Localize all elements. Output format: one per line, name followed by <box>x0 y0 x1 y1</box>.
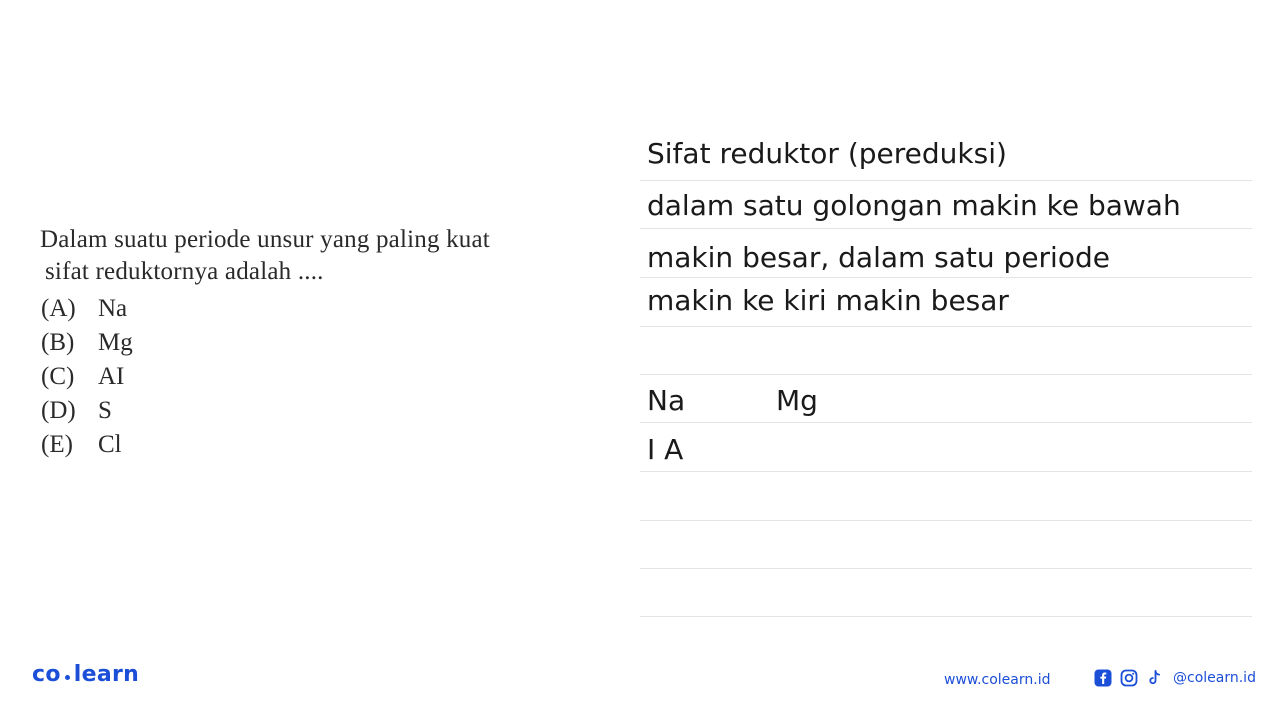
social-links <box>1093 668 1256 688</box>
note-element-mg: Mg <box>776 384 818 417</box>
ruled-line <box>640 326 1252 327</box>
option-b <box>41 326 600 360</box>
ruled-line <box>640 228 1252 229</box>
note-group-label: I A <box>647 433 684 466</box>
note-line-2: dalam satu golongan makin ke bawah <box>647 189 1181 222</box>
ruled-line <box>640 277 1252 278</box>
facebook-icon[interactable] <box>1093 668 1113 688</box>
note-line-4: makin ke kiri makin besar <box>647 284 1009 317</box>
note-element-na: Na <box>647 384 686 417</box>
ruled-line <box>640 374 1252 375</box>
option-a <box>41 292 600 326</box>
ruled-line <box>640 520 1252 521</box>
ruled-line <box>640 568 1252 569</box>
option-text: S <box>98 397 112 424</box>
option-c <box>41 360 600 394</box>
option-letter: (C) <box>41 363 75 390</box>
answer-options <box>40 292 600 462</box>
option-text: Mg <box>98 329 133 356</box>
instagram-icon[interactable] <box>1119 668 1139 688</box>
option-letter: (A) <box>41 295 76 322</box>
tiktok-icon[interactable] <box>1145 668 1165 688</box>
logo-text-co: co <box>32 662 61 687</box>
option-letter: (E) <box>41 431 73 458</box>
ruled-line <box>640 422 1252 423</box>
option-letter: (D) <box>41 397 76 424</box>
ruled-line <box>640 471 1252 472</box>
colearn-logo <box>32 662 139 687</box>
question-block <box>40 224 600 462</box>
option-e <box>41 428 600 462</box>
question-text-line-1: Dalam suatu periode unsur yang paling kuat <box>40 226 490 253</box>
option-text: Cl <box>98 431 122 458</box>
option-text: AI <box>98 363 125 390</box>
question-text-line-2: sifat reduktornya adalah .... <box>45 258 324 285</box>
logo-text-learn: learn <box>73 662 140 687</box>
note-line-3: makin besar, dalam satu periode <box>647 241 1110 274</box>
option-letter: (B) <box>41 329 75 356</box>
option-d <box>41 394 600 428</box>
ruled-line <box>640 180 1252 181</box>
logo-dot <box>65 675 70 680</box>
option-text: Na <box>98 295 128 322</box>
ruled-line <box>640 616 1252 617</box>
note-line-1: Sifat reduktor (pereduksi) <box>647 137 1007 170</box>
notes-panel <box>640 132 1252 622</box>
social-handle[interactable]: @colearn.id <box>1173 670 1256 686</box>
website-link[interactable]: www.colearn.id <box>944 672 1051 688</box>
